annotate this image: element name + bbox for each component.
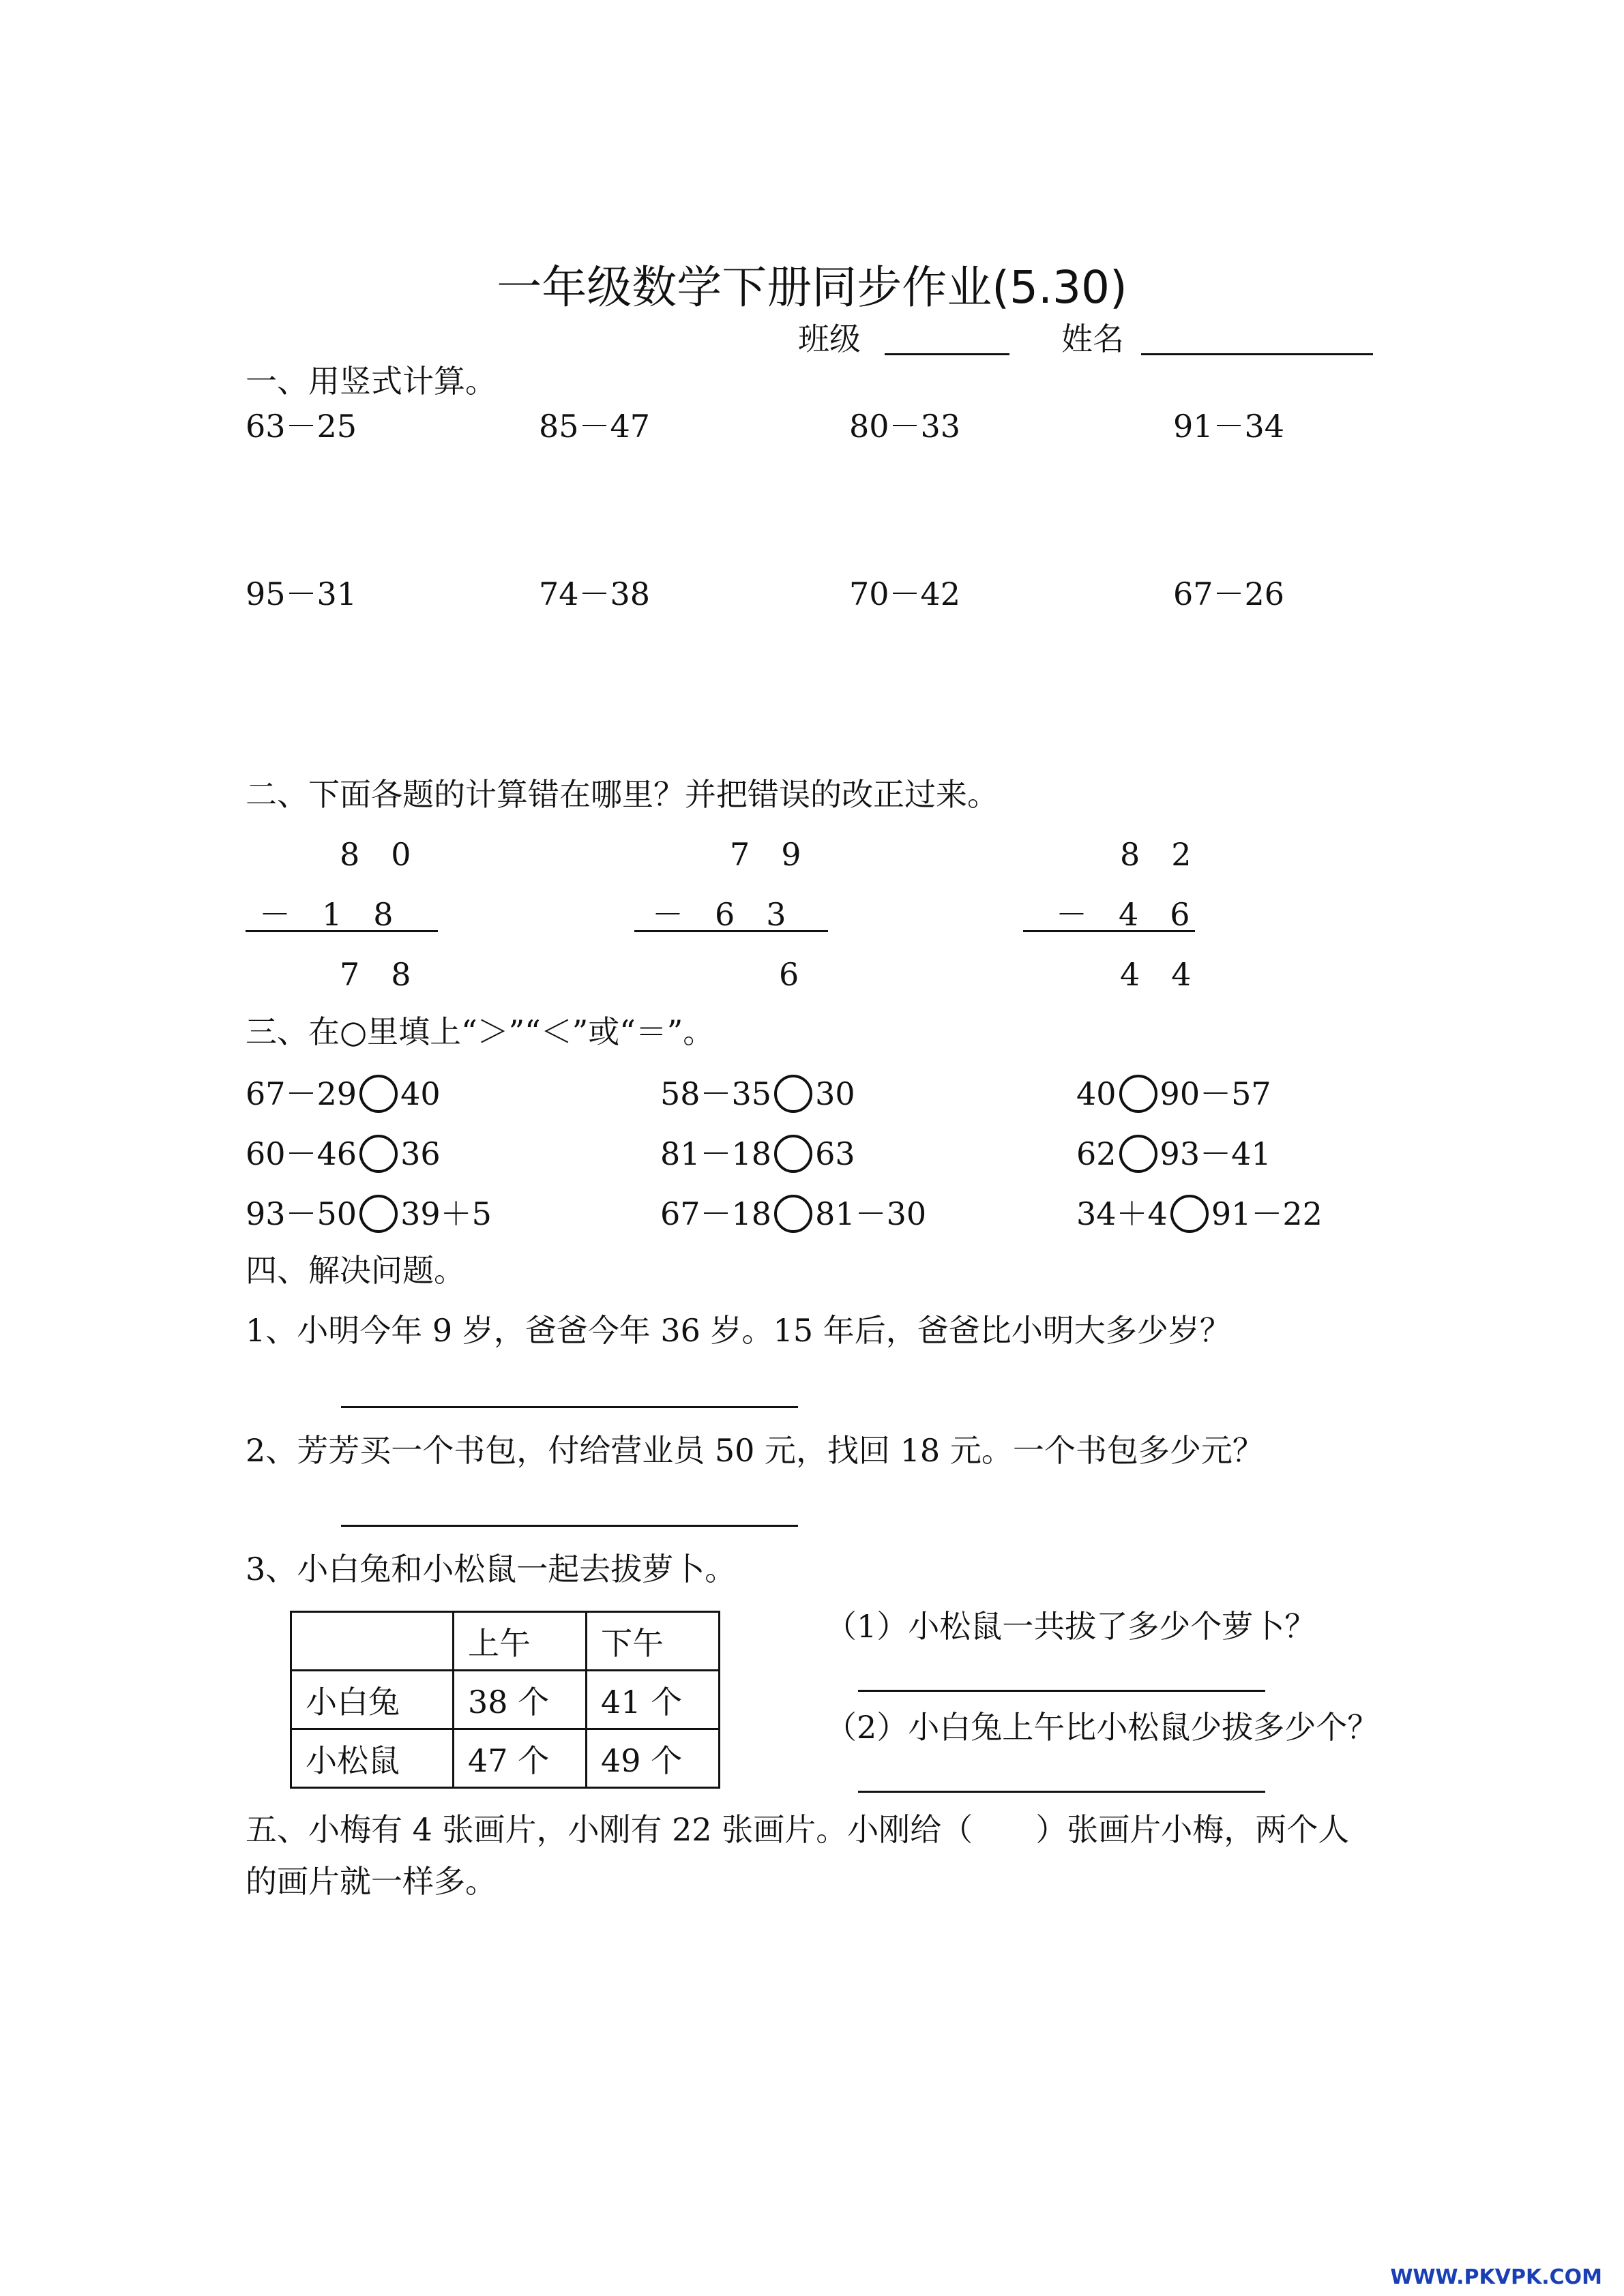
section5-line-2: 的画片就一样多。 bbox=[246, 1863, 497, 1900]
compare-circle[interactable] bbox=[359, 1075, 398, 1113]
compare-item: 58－35 30 bbox=[660, 1075, 855, 1112]
question-3: 3、小白兔和小松鼠一起去拔萝卜。 bbox=[246, 1551, 737, 1587]
table-cell: 41 个 bbox=[587, 1671, 720, 1729]
section4-heading: 四、解决问题。 bbox=[246, 1252, 465, 1289]
watermark-text: WWW.PKVPK.COM bbox=[1390, 2265, 1602, 2289]
problem-1-6: 74－38 bbox=[539, 576, 651, 612]
question-3-part-1: （1）小松鼠一共拔了多少个萝卜？ bbox=[825, 1608, 1316, 1645]
compare-item: 81－18 63 bbox=[660, 1135, 855, 1172]
vertical-2-mid: － 6 3 bbox=[652, 896, 786, 933]
compare-circle[interactable] bbox=[1119, 1135, 1157, 1173]
section3-heading: 三、在○里填上“＞”“＜”或“＝”。 bbox=[246, 1013, 715, 1050]
answer-line-3b[interactable] bbox=[858, 1791, 1265, 1793]
table-row bbox=[291, 1612, 720, 1671]
compare-item: 60－46 36 bbox=[246, 1135, 441, 1172]
compare-item: 67－29 40 bbox=[246, 1075, 441, 1112]
question-1: 1、小明今年 9 岁，爸爸今年 36 岁。15 年后，爸爸比小明大多少岁？ bbox=[246, 1312, 1231, 1349]
table-header-cell bbox=[291, 1612, 454, 1671]
compare-item: 34＋4 91－22 bbox=[1076, 1195, 1323, 1232]
compare-circle[interactable] bbox=[359, 1195, 398, 1233]
section5-line-1: 五、小梅有 4 张画片，小刚有 22 张画片。小刚给（ ）张画片小梅，两个人 bbox=[246, 1811, 1350, 1848]
vertical-2-top: 7 9 bbox=[730, 836, 801, 873]
table-cell: 38 个 bbox=[454, 1671, 587, 1729]
table-header-cell: 下午 bbox=[587, 1612, 720, 1671]
answer-line-2[interactable] bbox=[341, 1525, 798, 1527]
table-cell: 47 个 bbox=[454, 1729, 587, 1788]
compare-circle[interactable] bbox=[774, 1135, 812, 1173]
compare-item: 40 90－57 bbox=[1076, 1075, 1271, 1112]
compare-circle[interactable] bbox=[1170, 1195, 1209, 1233]
compare-item: 93－50 39＋5 bbox=[246, 1195, 492, 1232]
vertical-1-result: 7 8 bbox=[340, 956, 411, 993]
carrot-table bbox=[290, 1611, 720, 1789]
vertical-1-top: 8 0 bbox=[340, 836, 411, 873]
vertical-2-result: 6 bbox=[779, 956, 799, 993]
name-blank[interactable] bbox=[1141, 353, 1373, 355]
class-label: 班级 bbox=[798, 320, 861, 357]
problem-1-3: 80－33 bbox=[849, 408, 961, 445]
compare-item: 67－18 81－30 bbox=[660, 1195, 927, 1232]
problem-1-1: 63－25 bbox=[246, 408, 357, 445]
problem-1-5: 95－31 bbox=[246, 576, 357, 612]
class-blank[interactable] bbox=[885, 353, 1009, 355]
compare-circle[interactable] bbox=[1119, 1075, 1157, 1113]
compare-item: 62 93－41 bbox=[1076, 1135, 1271, 1172]
table-row bbox=[291, 1729, 720, 1788]
section2-heading: 二、下面各题的计算错在哪里？并把错误的改正过来。 bbox=[246, 776, 999, 813]
vertical-3-mid: － 4 6 bbox=[1056, 896, 1190, 933]
vertical-3-line bbox=[1023, 930, 1195, 932]
vertical-3-top: 8 2 bbox=[1120, 836, 1192, 873]
vertical-1-line bbox=[246, 930, 438, 932]
vertical-2-line bbox=[634, 930, 828, 932]
problem-1-4: 91－34 bbox=[1173, 408, 1285, 445]
table-cell: 49 个 bbox=[587, 1729, 720, 1788]
table-cell: 小白兔 bbox=[291, 1671, 454, 1729]
vertical-3-result: 4 4 bbox=[1120, 956, 1192, 993]
question-3-part-2: （2）小白兔上午比小松鼠少拔多少个？ bbox=[825, 1709, 1379, 1746]
problem-1-8: 67－26 bbox=[1173, 576, 1285, 612]
vertical-1-mid: － 1 8 bbox=[259, 896, 394, 933]
table-row bbox=[291, 1671, 720, 1729]
compare-circle[interactable] bbox=[774, 1075, 812, 1113]
question-2: 2、芳芳买一个书包，付给营业员 50 元，找回 18 元。一个书包多少元？ bbox=[246, 1432, 1264, 1469]
problem-1-2: 85－47 bbox=[539, 408, 651, 445]
section1-heading: 一、用竖式计算。 bbox=[246, 363, 497, 400]
problem-1-7: 70－42 bbox=[849, 576, 961, 612]
table-header-cell: 上午 bbox=[454, 1612, 587, 1671]
page-title: 一年级数学下册同步作业(5.30) bbox=[497, 261, 1127, 314]
name-label: 姓名 bbox=[1061, 320, 1124, 357]
answer-line-3a[interactable] bbox=[858, 1690, 1265, 1692]
answer-line-1[interactable] bbox=[341, 1406, 798, 1408]
compare-circle[interactable] bbox=[774, 1195, 812, 1233]
table-cell: 小松鼠 bbox=[291, 1729, 454, 1788]
compare-circle[interactable] bbox=[359, 1135, 398, 1173]
